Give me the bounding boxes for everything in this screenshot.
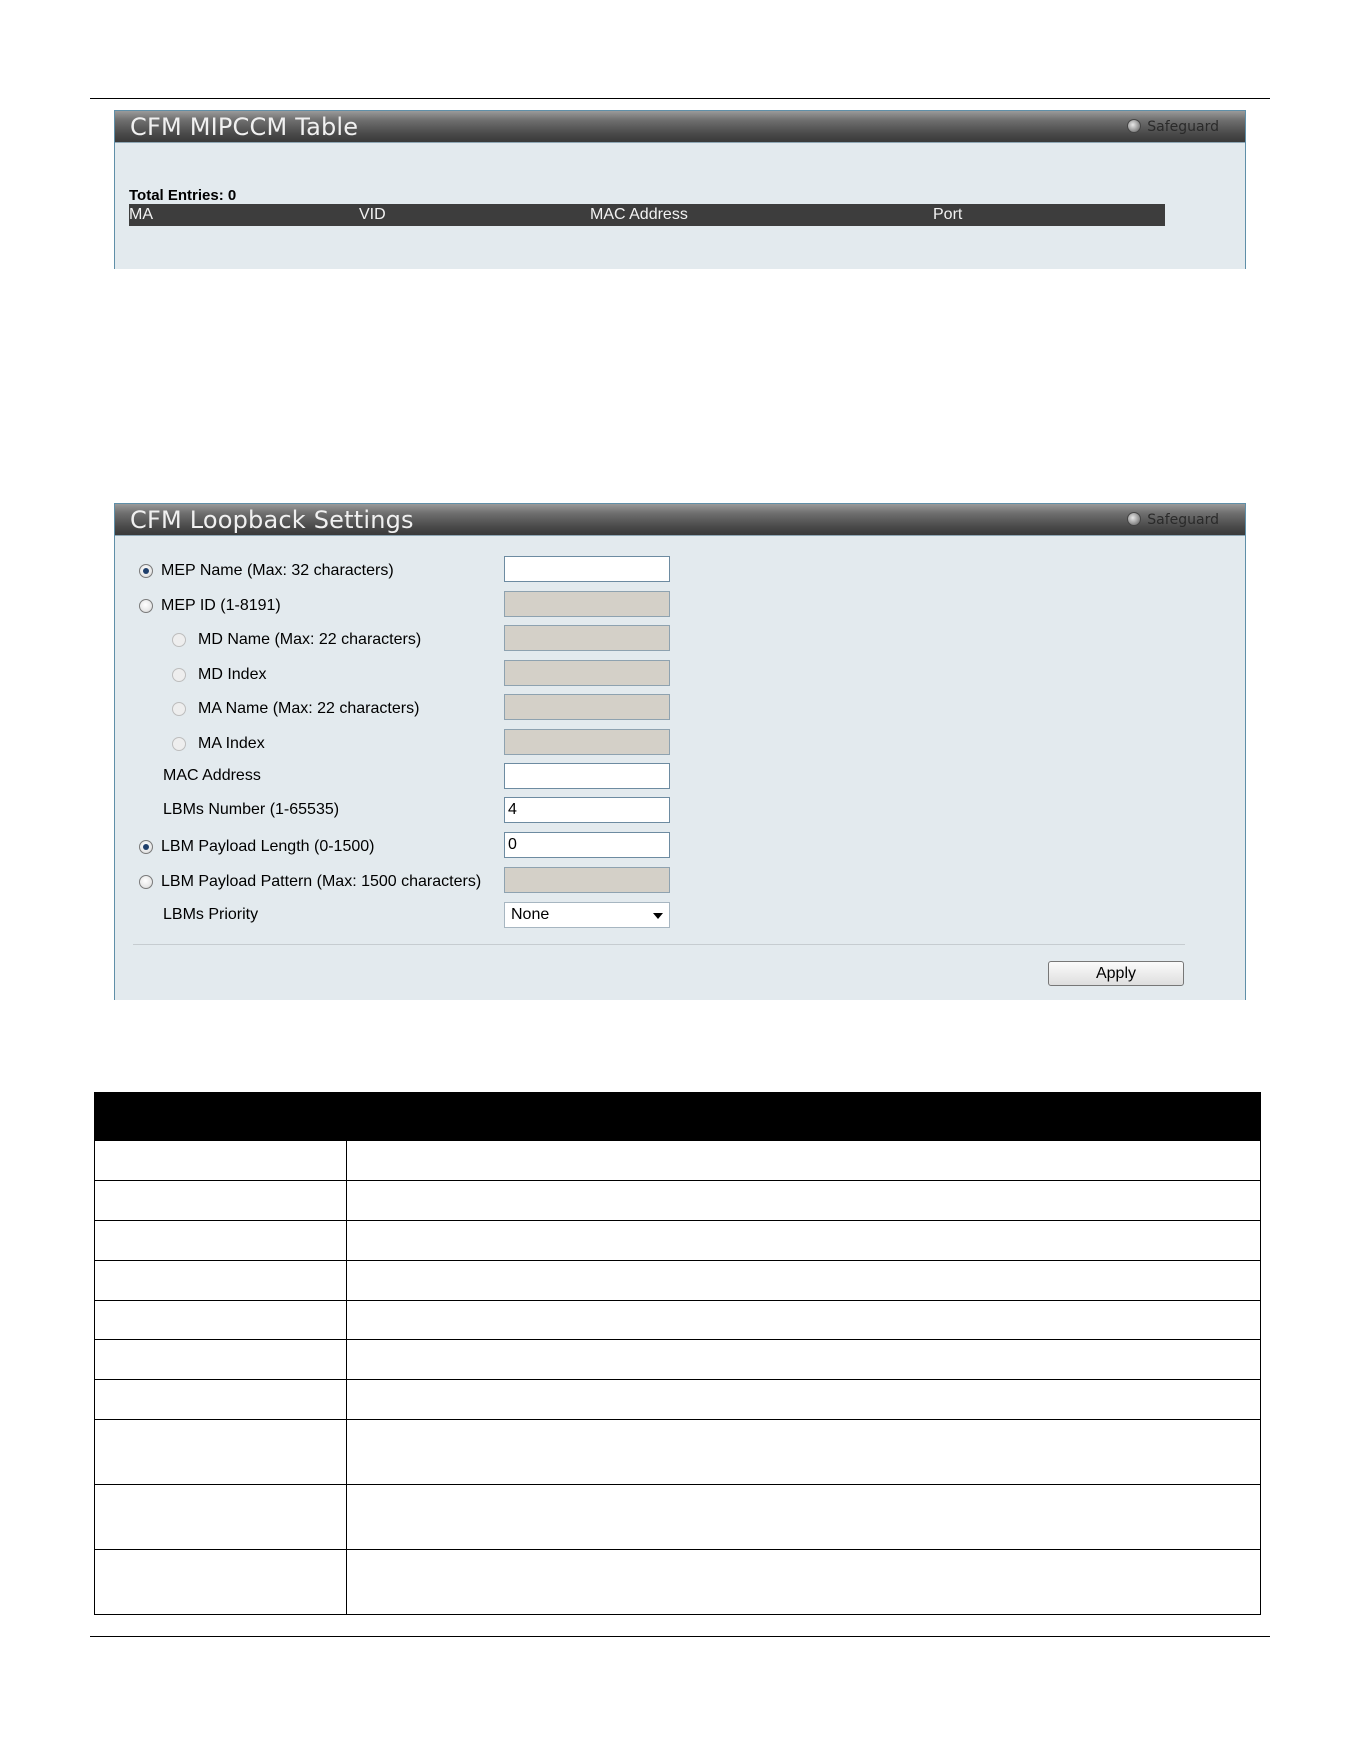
table-header	[95, 1093, 1261, 1141]
md-name-input[interactable]	[504, 625, 670, 651]
table-row	[95, 1141, 1261, 1181]
table-row	[95, 1221, 1261, 1261]
safeguard-label: Safeguard	[1147, 512, 1219, 528]
mac-address-label: MAC Address	[163, 767, 261, 784]
table-header-row	[95, 1093, 1261, 1141]
table-row	[95, 1181, 1261, 1221]
form-divider	[133, 944, 1185, 945]
ma-index-label: MA Index	[198, 735, 265, 752]
lbm-payload-pattern-label: LBM Payload Pattern (Max: 1500 characters)	[161, 873, 482, 890]
column-header-port: Port	[933, 206, 963, 223]
table-row	[95, 1301, 1261, 1340]
mipccm-panel-title: CFM MIPCCM Table	[130, 113, 359, 141]
ma-index-radio[interactable]	[172, 737, 186, 751]
bottom-rule	[90, 1636, 1270, 1637]
mipccm-panel-header	[115, 111, 1245, 143]
mep-id-input[interactable]	[504, 591, 670, 617]
column-header-vid: VID	[359, 206, 386, 223]
safeguard-indicator[interactable]	[1127, 119, 1219, 135]
lbms-priority-select[interactable]	[504, 902, 670, 928]
mep-id-label: MEP ID (1-8191)	[161, 597, 281, 614]
mep-name-label: MEP Name (Max: 32 characters)	[161, 562, 394, 579]
safeguard-label: Safeguard	[1147, 119, 1219, 135]
table-row	[95, 1485, 1261, 1550]
loopback-panel-title: CFM Loopback Settings	[130, 506, 414, 534]
column-header-mac-address: MAC Address	[590, 206, 688, 223]
description-table	[94, 1092, 1261, 1615]
table-row	[95, 1340, 1261, 1380]
lbms-priority-label: LBMs Priority	[163, 906, 259, 923]
mipccm-panel	[114, 110, 1246, 269]
lbms-priority-value: None	[511, 906, 550, 923]
ma-name-input[interactable]	[504, 694, 670, 720]
chevron-down-icon	[653, 913, 663, 919]
md-index-radio[interactable]	[172, 668, 186, 682]
mep-name-input[interactable]	[504, 556, 670, 582]
loopback-panel	[114, 503, 1246, 1000]
safeguard-indicator[interactable]	[1127, 512, 1219, 528]
table-row	[95, 1380, 1261, 1420]
lbms-number-input[interactable]	[504, 797, 670, 823]
lbm-payload-length-label: LBM Payload Length (0-1500)	[161, 838, 375, 855]
top-rule	[90, 98, 1270, 99]
mep-id-radio[interactable]	[139, 599, 153, 613]
safeguard-icon	[1127, 119, 1141, 133]
md-name-label: MD Name (Max: 22 characters)	[198, 631, 422, 648]
lbm-payload-pattern-radio[interactable]	[139, 875, 153, 889]
table-row	[95, 1550, 1261, 1615]
safeguard-icon	[1127, 512, 1141, 526]
mac-address-input[interactable]	[504, 763, 670, 789]
md-index-label: MD Index	[198, 666, 267, 683]
loopback-panel-header	[115, 504, 1245, 536]
mipccm-table-header	[129, 204, 1165, 226]
table-row	[95, 1420, 1261, 1485]
lbms-number-label: LBMs Number (1-65535)	[163, 801, 340, 818]
column-header-ma: MA	[129, 206, 153, 223]
md-name-radio[interactable]	[172, 633, 186, 647]
md-index-input[interactable]	[504, 660, 670, 686]
table-row	[95, 1261, 1261, 1301]
lbm-payload-pattern-input[interactable]	[504, 867, 670, 893]
total-entries: Total Entries: 0	[129, 187, 237, 204]
lbm-payload-length-input[interactable]	[504, 832, 670, 858]
lbm-payload-length-radio[interactable]	[139, 840, 153, 854]
ma-name-radio[interactable]	[172, 702, 186, 716]
ma-index-input[interactable]	[504, 729, 670, 755]
mep-name-radio[interactable]	[139, 564, 153, 578]
ma-name-label: MA Name (Max: 22 characters)	[198, 700, 420, 717]
apply-button[interactable]: Apply	[1048, 961, 1184, 986]
